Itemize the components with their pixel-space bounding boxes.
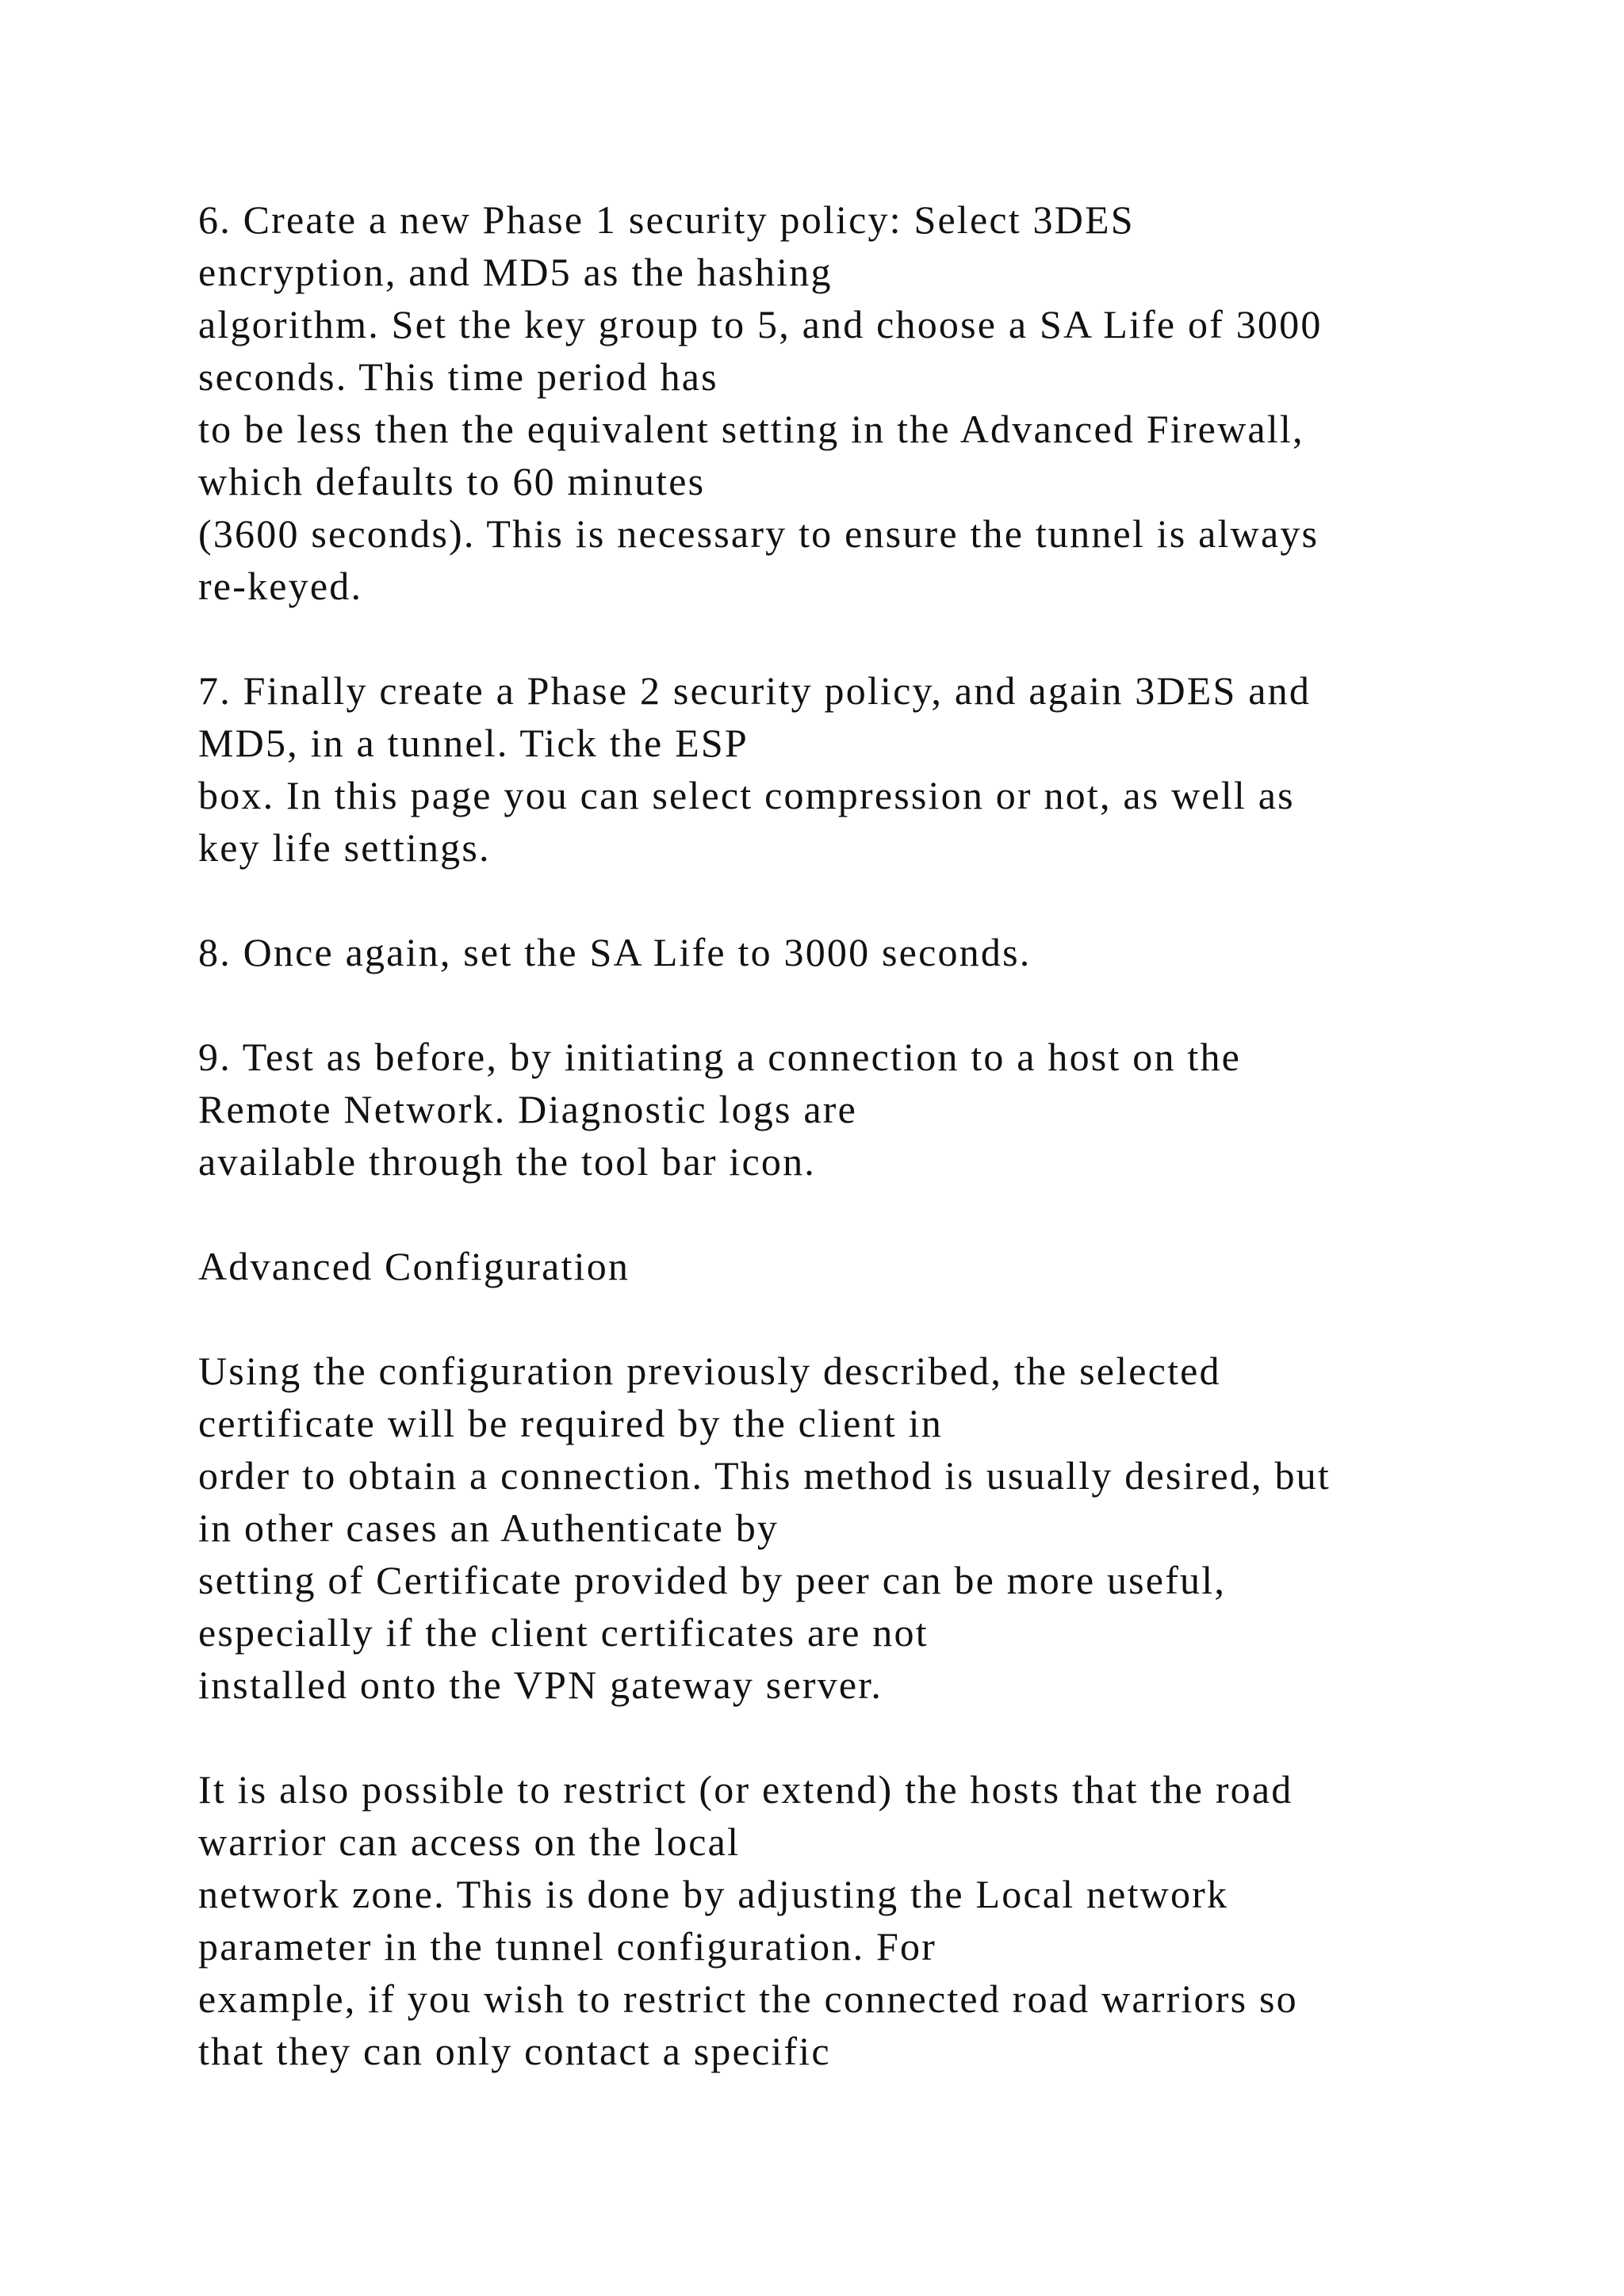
text-line: It is also possible to restrict (or extend) the hosts that the road	[198, 1767, 1293, 1812]
document-body	[198, 193, 1546, 2077]
text-line: algorithm. Set the key group to 5, and choose a SA Life of 3000	[198, 302, 1323, 346]
paragraph-spacer	[198, 874, 1546, 926]
paragraph-step-9	[198, 1031, 1546, 1188]
paragraph-step-7	[198, 664, 1546, 874]
text-line: 6. Create a new Phase 1 security policy: Select 3DES	[198, 197, 1135, 242]
paragraph-spacer	[198, 612, 1546, 664]
text-line: installed onto the VPN gateway server.	[198, 1663, 883, 1707]
paragraph-restrict	[198, 1763, 1546, 2077]
paragraph-step-8	[198, 926, 1546, 978]
text-line: which defaults to 60 minutes	[198, 459, 706, 503]
text-line: MD5, in a tunnel. Tick the ESP	[198, 721, 749, 765]
text-line: that they can only contact a specific	[198, 2029, 831, 2073]
text-line: key life settings.	[198, 825, 491, 870]
section-heading	[198, 1240, 1546, 1292]
text-line: to be less then the equivalent setting in the Advanced Firewall,	[198, 407, 1304, 451]
text-line: in other cases an Authenticate by	[198, 1506, 779, 1550]
text-line: encryption, and MD5 as the hashing	[198, 250, 833, 294]
paragraph-spacer	[198, 1188, 1546, 1240]
text-line: box. In this page you can select compression or not, as well as	[198, 773, 1295, 817]
text-line: 9. Test as before, by initiating a connection to a host on the	[198, 1035, 1242, 1079]
paragraph-spacer	[198, 1711, 1546, 1763]
text-line: setting of Certificate provided by peer can be more useful,	[198, 1558, 1227, 1602]
text-line: order to obtain a connection. This method is usually desired, but	[198, 1453, 1331, 1498]
text-line: available through the tool bar icon.	[198, 1139, 816, 1184]
text-line: 8. Once again, set the SA Life to 3000 seconds.	[198, 930, 1032, 974]
text-line: re-keyed.	[198, 564, 363, 608]
text-line: (3600 seconds). This is necessary to ensure the tunnel is always	[198, 511, 1320, 556]
text-line: 7. Finally create a Phase 2 security policy, and again 3DES and	[198, 668, 1312, 713]
text-line: network zone. This is done by adjusting the Local network	[198, 1872, 1229, 1916]
paragraph-spacer	[198, 978, 1546, 1031]
text-line: Using the configuration previously described, the selected	[198, 1349, 1221, 1393]
text-line: parameter in the tunnel configuration. For	[198, 1924, 937, 1969]
text-line: Remote Network. Diagnostic logs are	[198, 1087, 857, 1131]
paragraph-certificate	[198, 1345, 1546, 1711]
text-line: warrior can access on the local	[198, 1820, 741, 1864]
paragraph-spacer	[198, 1292, 1546, 1345]
text-line: example, if you wish to restrict the connected road warriors so	[198, 1976, 1298, 2021]
paragraph-step-6	[198, 193, 1546, 612]
heading-text: Advanced Configuration	[198, 1244, 630, 1288]
text-line: seconds. This time period has	[198, 354, 718, 399]
text-line: certificate will be required by the client in	[198, 1401, 943, 1445]
text-line: especially if the client certificates are not	[198, 1610, 929, 1655]
